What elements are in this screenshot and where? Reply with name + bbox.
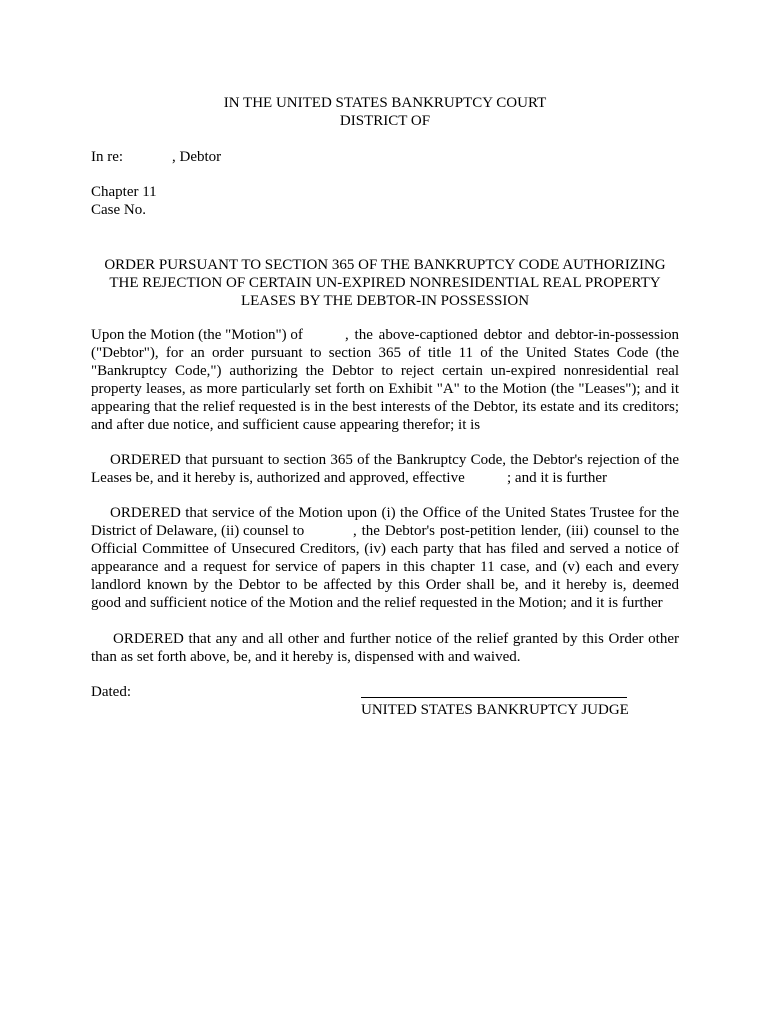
order-title — [91, 256, 679, 310]
dated-label: Dated: — [91, 684, 131, 700]
signature-line — [361, 684, 627, 698]
motion-line: , the above-captioned debtor and debtor-in-possession — [345, 327, 679, 343]
ordered-notice-paragraph — [91, 630, 679, 666]
ordered-line: ; and it is further — [507, 470, 607, 486]
motion-line: "Bankruptcy Code,") authorizing the Debtor to reject certain un-expired nonresidential real — [91, 363, 679, 379]
service-line: , the Debtor's post-petition lender, (iii) counsel to the — [353, 523, 679, 539]
court-name: IN THE UNITED STATES BANKRUPTCY COURT — [223, 95, 547, 111]
judge-title: UNITED STATES BANKRUPTCY JUDGE — [361, 702, 629, 718]
chapter-label: Chapter 11 — [91, 184, 157, 200]
debtor-label: , Debtor — [172, 149, 222, 165]
service-line: ORDERED that service of the Motion upon (i) the Office of the United States Trustee for the — [110, 505, 679, 521]
service-line: Official Committee of Unsecured Creditors, (iv) each party that has filed and served a notice of — [91, 541, 679, 557]
service-line: appearance and a request for service of papers in this chapter 11 case, and (v) each and every — [91, 559, 679, 575]
notice-line: ORDERED that any and all other and further notice of the relief granted by this Order other — [113, 631, 679, 647]
service-line: District of Delaware, (ii) counsel to — [91, 523, 305, 539]
ordered-service-paragraph — [91, 504, 679, 612]
court-district: DISTRICT OF — [339, 113, 431, 129]
motion-line: and after due notice, and sufficient cause appearing therefor; it is — [91, 417, 481, 433]
motion-line: ("Debtor"), for an order pursuant to section 365 of title 11 of the United States Code (the — [91, 345, 679, 361]
motion-line: appearing that the relief requested is in the best interests of the Debtor, its estate and its creditors; — [91, 399, 679, 415]
ordered-line: Leases be, and it hereby is, authorized and approved, effective — [91, 470, 465, 486]
court-heading — [0, 94, 770, 130]
ordered-line: ORDERED that pursuant to section 365 of the Bankruptcy Code, the Debtor's rejection of the — [110, 452, 679, 468]
order-title-line: THE REJECTION OF CERTAIN UN-EXPIRED NONRESIDENTIAL REAL PROPERTY — [109, 275, 661, 291]
order-title-line: ORDER PURSUANT TO SECTION 365 OF THE BANKRUPTCY CODE AUTHORIZING — [104, 257, 666, 273]
in-re-label: In re: — [91, 149, 124, 165]
motion-line: property leases, as more particularly set forth on Exhibit "A" to the Motion (the "Leases"); and it — [91, 381, 679, 397]
motion-paragraph — [91, 326, 679, 434]
order-title-line: LEASES BY THE DEBTOR-IN POSSESSION — [240, 293, 530, 309]
service-line: landlord known by the Debtor to be affected by this Order shall be, and it hereby is, deemed — [91, 577, 679, 593]
service-line: good and sufficient notice of the Motion and the relief requested in the Motion; and it is further — [91, 595, 663, 611]
ordered-rejection-paragraph — [91, 451, 679, 487]
motion-line: Upon the Motion (the "Motion") of — [91, 327, 303, 343]
notice-line: than as set forth above, be, and it hereby is, dispensed with and waived. — [91, 649, 521, 665]
case-number-label: Case No. — [91, 202, 146, 218]
